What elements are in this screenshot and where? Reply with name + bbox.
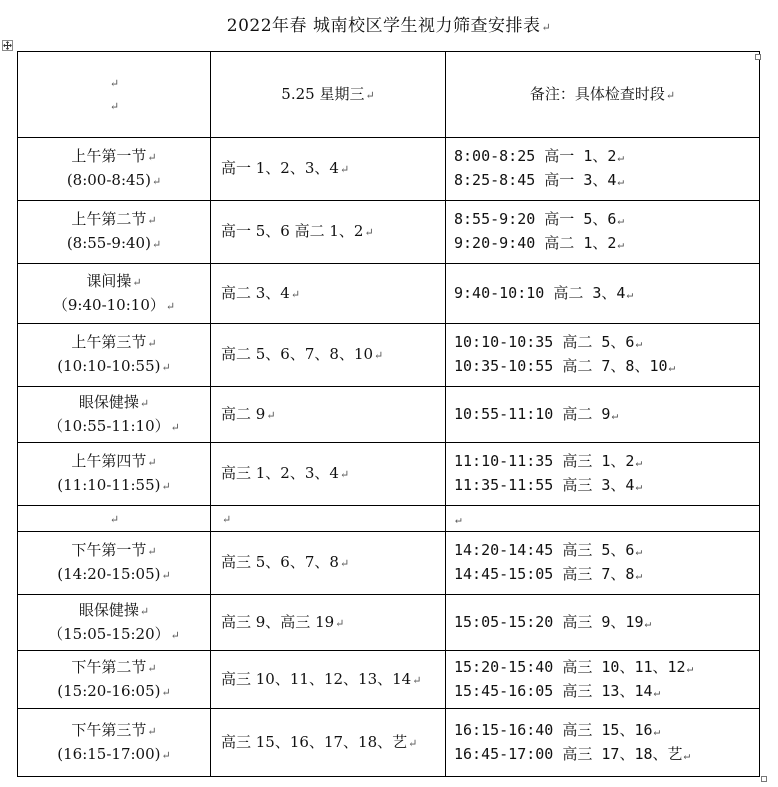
- move-arrows-icon: [3, 41, 12, 50]
- table-move-handle-icon[interactable]: [2, 40, 13, 51]
- paragraph-mark-icon: ↵: [686, 661, 694, 675]
- paragraph-mark-icon: ↵: [132, 275, 142, 289]
- paragraph-mark-icon: ↵: [161, 361, 171, 374]
- paragraph-mark-icon: ↵: [541, 21, 552, 34]
- paragraph-mark-icon: ↵: [170, 628, 180, 642]
- note-text: 15:20-15:40 高三 10、11、12: [454, 657, 686, 676]
- period-line: [18, 391, 210, 415]
- classes-cell[interactable]: [211, 709, 446, 777]
- period-cell[interactable]: [18, 324, 211, 387]
- schedule-table: [17, 51, 760, 777]
- period-cell[interactable]: [18, 443, 211, 506]
- period-label: 上午第一节: [71, 147, 147, 165]
- note-line: [454, 743, 759, 767]
- header-cell-date[interactable]: [211, 52, 446, 138]
- period-line: [18, 331, 210, 355]
- paragraph-mark-icon: ↵: [653, 685, 661, 699]
- notes-cell[interactable]: [446, 595, 760, 651]
- paragraph-mark-icon: ↵: [147, 724, 157, 738]
- table-row: [18, 506, 760, 532]
- note-text: 16:45-17:00 高三 17、18、艺: [454, 744, 683, 763]
- classes-text: 高三 15、16、17、18、艺: [221, 732, 408, 751]
- note-line: [454, 719, 759, 743]
- note-text: 10:35-10:55 高二 7、8、10: [454, 357, 668, 375]
- period-time: （10:55-11:10）: [48, 416, 170, 435]
- paragraph-mark-icon: ↵: [139, 604, 150, 618]
- header-cell-notes[interactable]: [446, 52, 760, 138]
- table-row: [18, 651, 760, 709]
- period-label: 上午第三节: [71, 333, 147, 351]
- period-line: [18, 539, 210, 563]
- period-time-line: [18, 169, 210, 193]
- notes-cell[interactable]: [446, 387, 760, 443]
- classes-cell[interactable]: [211, 387, 446, 443]
- table-row: [18, 138, 760, 201]
- period-cell[interactable]: [18, 532, 211, 595]
- period-line: [18, 599, 210, 623]
- paragraph-mark-icon: ↵: [266, 408, 276, 422]
- paragraph-mark-icon: ↵: [139, 396, 150, 410]
- classes-text: 高二 9: [221, 404, 266, 423]
- note-text: 14:45-15:05 高三 7、8: [454, 565, 635, 583]
- period-time: (8:00-8:45): [66, 171, 151, 189]
- paragraph-mark-icon: ↵: [147, 151, 157, 164]
- note-text: 10:10-10:35 高二 5、6: [454, 333, 635, 351]
- note-line: [454, 680, 759, 704]
- period-time-line: [18, 474, 210, 498]
- period-time-line: [18, 294, 210, 318]
- note-text: 15:45-16:05 高三 13、14: [454, 681, 653, 700]
- paragraph-mark-icon: ↵: [109, 512, 120, 526]
- note-text: 9:20-9:40 高二 1、2: [454, 234, 617, 252]
- note-text: 11:10-11:35 高三 1、2: [454, 452, 635, 470]
- period-line: [18, 270, 210, 294]
- period-time: (10:10-10:55): [57, 357, 161, 375]
- period-label: 上午第四节: [71, 452, 147, 470]
- notes-cell[interactable]: [446, 532, 760, 595]
- classes-cell[interactable]: [211, 201, 446, 264]
- period-time: （9:40-10:10）: [52, 295, 165, 314]
- note-text: 11:35-11:55 高三 3、4: [454, 476, 635, 494]
- paragraph-mark-icon: ↵: [161, 685, 171, 699]
- note-line: [454, 331, 759, 355]
- classes-cell[interactable]: [211, 506, 446, 532]
- notes-cell[interactable]: [446, 324, 760, 387]
- table-resize-handle-icon[interactable]: [761, 776, 767, 782]
- classes-cell[interactable]: [211, 264, 446, 324]
- table-row: [18, 443, 760, 506]
- period-time-line: [18, 355, 210, 379]
- notes-cell[interactable]: [446, 138, 760, 201]
- period-label: 课间操: [86, 271, 132, 290]
- period-time-line: [18, 743, 210, 767]
- note-text: 10:55-11:10 高二 9: [454, 404, 611, 423]
- note-line: [454, 145, 759, 169]
- period-cell[interactable]: [18, 651, 211, 709]
- period-time-line: [18, 232, 210, 256]
- paragraph-mark-icon: ↵: [374, 349, 384, 362]
- note-line: [454, 282, 759, 306]
- table-row: [18, 387, 760, 443]
- period-line: [18, 450, 210, 474]
- note-text: 8:55-9:20 高一 5、6: [454, 210, 617, 228]
- notes-cell[interactable]: [446, 709, 760, 777]
- classes-text: 高三 5、6、7、8: [221, 553, 339, 571]
- header-row: [18, 52, 760, 138]
- note-text: 14:20-14:45 高三 5、6: [454, 541, 635, 559]
- period-label: 上午第二节: [71, 210, 147, 228]
- period-label: 眼保健操: [78, 600, 139, 619]
- table-resize-marker-icon: [755, 54, 761, 60]
- notes-cell[interactable]: [446, 506, 760, 532]
- paragraph-mark-icon: ↵: [161, 748, 171, 762]
- note-line: [454, 539, 759, 563]
- paragraph-mark-icon: ↵: [635, 545, 643, 558]
- note-line: [454, 563, 759, 587]
- period-time-line: [18, 415, 210, 439]
- paragraph-mark-icon: ↵: [147, 337, 157, 350]
- paragraph-mark-icon: ↵: [617, 151, 625, 164]
- paragraph-mark-icon: ↵: [147, 456, 157, 469]
- paragraph-mark-icon: ↵: [151, 238, 162, 251]
- document-title: [0, 14, 778, 40]
- period-time: (16:15-17:00): [57, 744, 161, 763]
- paragraph-mark-icon: ↵: [611, 408, 619, 422]
- table-row: [18, 264, 760, 324]
- classes-cell[interactable]: [211, 324, 446, 387]
- paragraph-mark-icon: ↵: [290, 287, 301, 301]
- period-cell[interactable]: [18, 709, 211, 777]
- classes-cell[interactable]: [211, 532, 446, 595]
- period-cell[interactable]: [18, 201, 211, 264]
- paragraph-mark-icon: ↵: [617, 214, 625, 227]
- note-text: 15:05-15:20 高三 9、19: [454, 612, 644, 631]
- note-line: [454, 355, 759, 379]
- paragraph-mark-icon: ↵: [161, 480, 171, 493]
- table-row: [18, 595, 760, 651]
- classes-text: 高三 9、高三 19: [221, 612, 335, 631]
- period-cell[interactable]: [18, 506, 211, 532]
- paragraph-mark-icon: ↵: [668, 361, 676, 374]
- classes-text: 高一 1、2、3、4: [221, 159, 339, 177]
- paragraph-mark-icon: ↵: [635, 569, 643, 582]
- note-text: 9:40-10:10 高二 3、4: [454, 283, 626, 302]
- classes-cell[interactable]: [211, 651, 446, 709]
- header-cell-empty[interactable]: [18, 52, 211, 138]
- period-cell[interactable]: [18, 387, 211, 443]
- table-row: [18, 709, 760, 777]
- period-time-line: [18, 680, 210, 704]
- paragraph-mark-icon: ↵: [147, 545, 157, 558]
- period-label: 下午第一节: [71, 541, 147, 559]
- period-line: [18, 208, 210, 232]
- period-label: 下午第二节: [71, 657, 147, 676]
- paragraph-mark-icon: ↵: [161, 569, 171, 582]
- period-time: (15:20-16:05): [57, 681, 161, 700]
- classes-text: 高二 3、4: [221, 283, 290, 302]
- paragraph-mark-icon: ↵: [635, 480, 643, 493]
- paragraph-mark-icon: ↵: [339, 163, 350, 176]
- paragraph-mark-icon: ↵: [147, 214, 157, 227]
- paragraph-mark-icon: ↵: [364, 226, 374, 239]
- period-time-line: [18, 623, 210, 647]
- table-row: [18, 201, 760, 264]
- header-date-label: 5.25 星期三: [281, 84, 365, 103]
- note-line: [454, 656, 759, 680]
- note-line: [454, 169, 759, 193]
- period-time-line: [18, 563, 210, 587]
- classes-text: 高三 1、2、3、4: [221, 464, 339, 482]
- period-time: (8:55-9:40): [66, 234, 151, 252]
- period-line: [18, 145, 210, 169]
- paragraph-mark-icon: ↵: [617, 175, 625, 188]
- period-cell[interactable]: [18, 138, 211, 201]
- paragraph-mark-icon: ↵: [665, 88, 676, 102]
- note-line: [454, 403, 759, 427]
- period-line: [18, 719, 210, 743]
- note-line: [454, 507, 759, 531]
- paragraph-mark-icon: ↵: [165, 299, 176, 313]
- classes-cell[interactable]: [211, 443, 446, 506]
- notes-cell[interactable]: [446, 264, 760, 324]
- paragraph-mark-icon: ↵: [109, 99, 120, 113]
- paragraph-mark-icon: ↵: [109, 76, 120, 90]
- note-line: [454, 474, 759, 498]
- paragraph-mark-icon: ↵: [635, 337, 643, 350]
- period-time: (11:10-11:55): [57, 476, 161, 494]
- paragraph-mark-icon: ↵: [365, 88, 375, 102]
- table-row: [18, 324, 760, 387]
- paragraph-mark-icon: ↵: [151, 175, 162, 188]
- paragraph-mark-icon: ↵: [339, 468, 350, 481]
- paragraph-mark-icon: ↵: [412, 673, 422, 687]
- note-line: [454, 450, 759, 474]
- paragraph-mark-icon: ↵: [455, 512, 462, 526]
- note-line: [454, 611, 759, 635]
- paragraph-mark-icon: ↵: [147, 661, 157, 675]
- notes-cell[interactable]: [446, 201, 760, 264]
- note-text: 8:25-8:45 高一 3、4: [454, 171, 617, 189]
- paragraph-mark-icon: ↵: [653, 724, 661, 738]
- note-text: 8:00-8:25 高一 1、2: [454, 147, 617, 165]
- classes-cell[interactable]: [211, 595, 446, 651]
- classes-cell[interactable]: [211, 138, 446, 201]
- period-label: 眼保健操: [78, 392, 139, 411]
- paragraph-mark-icon: ↵: [408, 736, 418, 750]
- classes-text: 高二 5、6、7、8、10: [221, 345, 374, 363]
- paragraph-mark-icon: ↵: [617, 238, 625, 251]
- classes-text: 高一 5、6 高二 1、2: [221, 222, 364, 240]
- note-text: 16:15-16:40 高三 15、16: [454, 720, 653, 739]
- paragraph-mark-icon: ↵: [222, 512, 232, 526]
- notes-cell[interactable]: [446, 651, 760, 709]
- header-notes-label: 备注：具体检查时段: [529, 84, 665, 103]
- table-row: [18, 532, 760, 595]
- period-label: 下午第三节: [71, 720, 147, 739]
- classes-text: 高三 10、11、12、13、14: [221, 669, 412, 688]
- period-cell[interactable]: [18, 264, 211, 324]
- notes-cell[interactable]: [446, 443, 760, 506]
- period-time: (14:20-15:05): [57, 565, 161, 583]
- paragraph-mark-icon: ↵: [335, 616, 345, 630]
- paragraph-mark-icon: ↵: [170, 420, 180, 434]
- paragraph-mark-icon: ↵: [683, 748, 691, 762]
- period-cell[interactable]: [18, 595, 211, 651]
- title-text: 2022年春 城南校区学生视力筛查安排表: [226, 16, 541, 36]
- note-line: [454, 232, 759, 256]
- period-line: [18, 656, 210, 680]
- paragraph-mark-icon: ↵: [339, 557, 350, 570]
- period-time: （15:05-15:20）: [48, 624, 170, 643]
- paragraph-mark-icon: ↵: [626, 287, 634, 301]
- paragraph-mark-icon: ↵: [635, 456, 643, 469]
- paragraph-mark-icon: ↵: [644, 616, 652, 630]
- note-line: [454, 208, 759, 232]
